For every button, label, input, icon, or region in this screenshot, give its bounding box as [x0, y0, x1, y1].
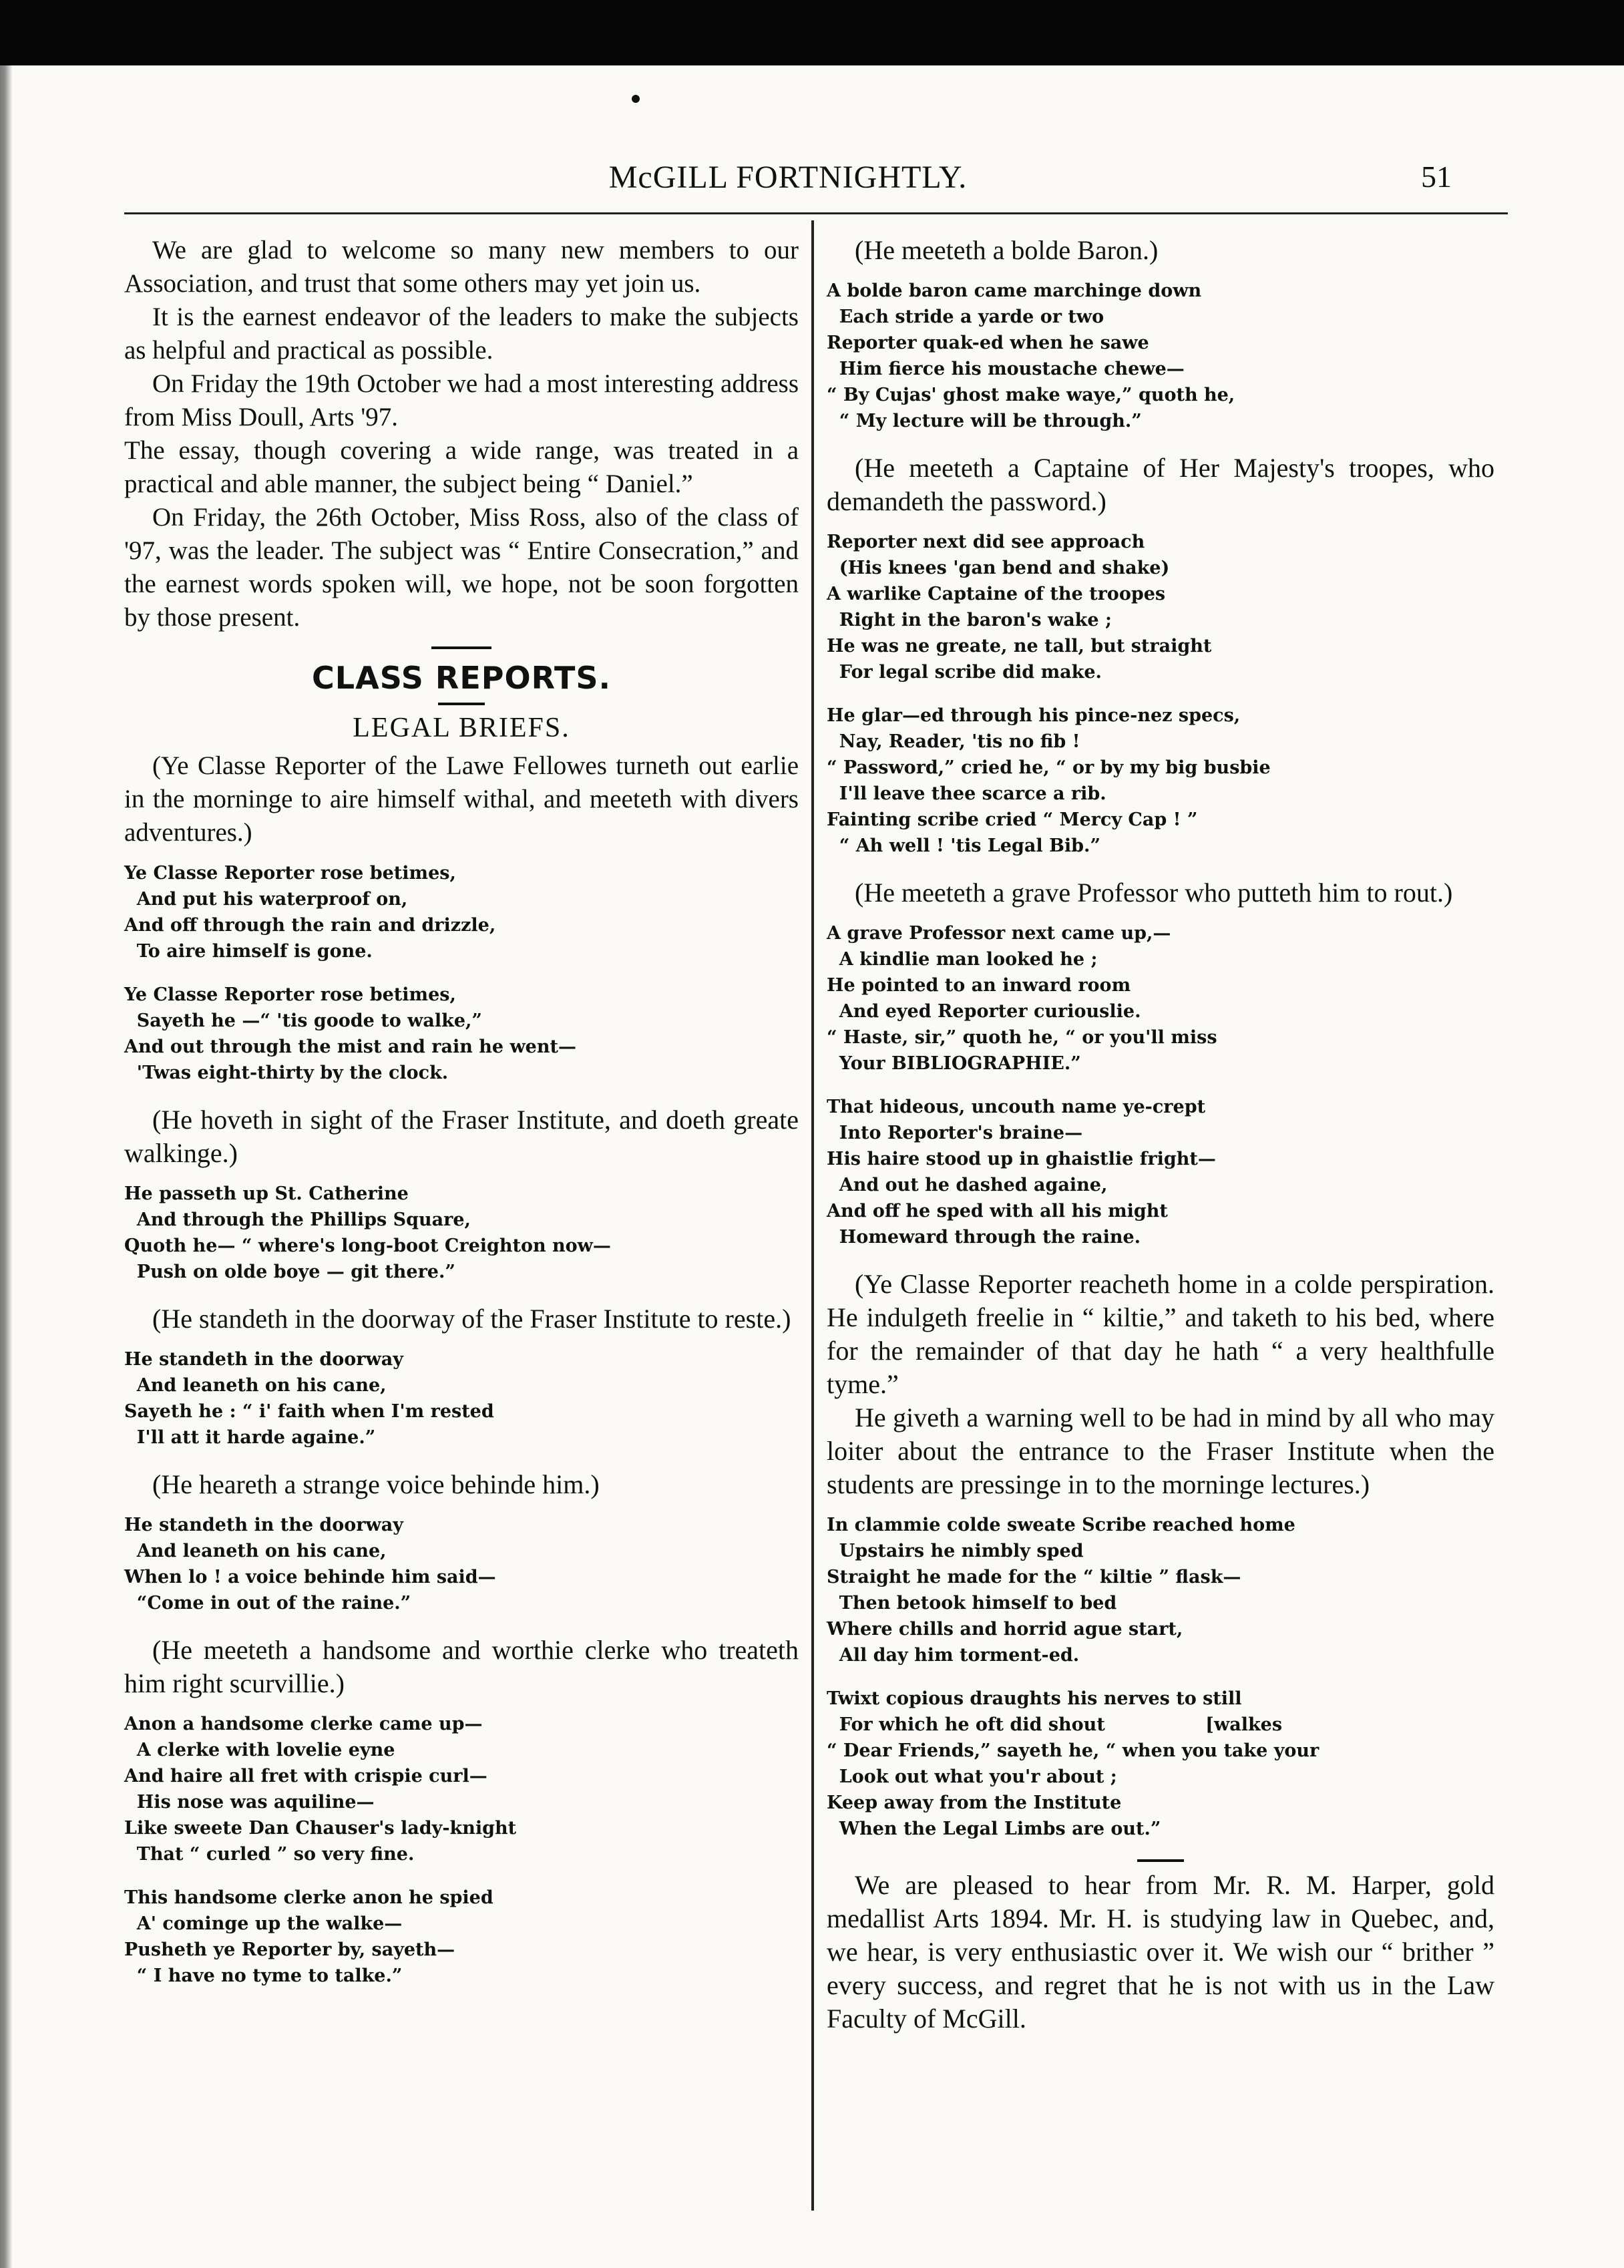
paragraph: (He heareth a strange voice behinde him.) — [152, 1469, 600, 1499]
verse-line: He was ne greate, ne tall, but straight — [827, 636, 1212, 656]
paragraph: (He meeteth a grave Professor who putteth him to rout.) — [855, 878, 1453, 908]
verse-line: And through the Phillips Square, — [124, 1209, 471, 1230]
verse-line: I'll att it harde againe.” — [124, 1427, 376, 1448]
verse-line: He pointed to an inward room — [827, 975, 1131, 996]
verse-line: And off through the rain and drizzle, — [124, 915, 496, 936]
section-rule — [1137, 1859, 1184, 1862]
verse-line: “Come in out of the raine.” — [124, 1593, 411, 1614]
verse-line: Right in the baron's wake ; — [827, 610, 1112, 630]
paragraph: It is the earnest endeavor of the leaders to make the subjects as helpful and practical as possible. — [124, 303, 799, 365]
section-rule — [438, 703, 485, 705]
intro-paragraphs — [124, 234, 799, 634]
verse-line: Reporter next did see approach — [827, 532, 1145, 552]
verse — [124, 1512, 799, 1616]
paragraph: (He meeteth a Captaine of Her Majesty's troopes, who demandeth the password.) — [827, 453, 1494, 516]
verse-line: A grave Professor next came up,— — [827, 923, 1171, 944]
paragraph: (Ye Classe Reporter of the Lawe Fellowes turneth out earlie in the morninge to aire himself withal, and meeteth with divers adventures.) — [124, 751, 799, 847]
verse-line: A warlike Captaine of the troopes — [827, 584, 1166, 604]
verse-line: “ Password,” cried he, “ or by my big busbie — [827, 757, 1271, 778]
verse-line: That hideous, uncouth name ye-crept — [827, 1097, 1206, 1117]
verse — [827, 1512, 1494, 1668]
verse-line: Anon a handsome clerke came up— — [124, 1714, 483, 1734]
verse — [827, 278, 1494, 434]
publication-title: McGILL FORTNIGHTLY. — [608, 160, 968, 195]
verse-line: A kindlie man looked he ; — [827, 949, 1098, 970]
subsection-heading: LEGAL BRIEFS. — [353, 713, 570, 743]
verse-line: In clammie colde sweate Scribe reached home — [827, 1515, 1295, 1535]
verse-line: He standeth in the doorway — [124, 1349, 403, 1370]
verse-line: Upstairs he nimbly sped — [827, 1541, 1084, 1561]
page-number: 51 — [1421, 160, 1452, 194]
verse — [827, 1094, 1494, 1250]
verse-line: I'll leave thee scarce a rib. — [827, 783, 1106, 804]
verse-line: Like sweete Dan Chauser's lady-knight — [124, 1818, 517, 1839]
verse — [124, 982, 799, 1086]
verse-line: (His knees 'gan bend and shake) — [827, 558, 1170, 578]
verse — [827, 703, 1494, 859]
paragraph: (He meeteth a handsome and worthie clerke who treateth him right scurvillie.) — [124, 1635, 799, 1698]
verse-line: And out he dashed againe, — [827, 1175, 1108, 1195]
left-scan-edge — [0, 65, 12, 2268]
section-rule — [431, 646, 491, 649]
verse-line: When the Legal Limbs are out.” — [827, 1819, 1161, 1839]
verse-line: Keep away from the Institute — [827, 1792, 1122, 1813]
paragraph: (He meeteth a bolde Baron.) — [855, 235, 1159, 265]
verse-line: This handsome clerke anon he spied — [124, 1887, 493, 1908]
verse-line: When lo ! a voice behinde him said— — [124, 1567, 496, 1587]
verse-line: His haire stood up in ghaistlie fright— — [827, 1149, 1216, 1169]
verse-line: Straight he made for the “ kiltie ” flask— — [827, 1567, 1241, 1587]
verse-line: “ Dear Friends,” sayeth he, “ when you take your — [827, 1740, 1320, 1761]
page-header — [0, 159, 1624, 206]
verse-line: A bolde baron came marchinge down — [827, 280, 1202, 301]
verse-line: And leaneth on his cane, — [124, 1541, 387, 1561]
verse-line: Into Reporter's braine— — [827, 1123, 1083, 1143]
verse-line: And off he sped with all his might — [827, 1201, 1168, 1221]
verse-line: And put his waterproof on, — [124, 889, 408, 910]
verse-line: Nay, Reader, 'tis no fib ! — [827, 731, 1080, 752]
column-divider — [811, 220, 814, 2211]
verse-line: A' cominge up the walke— — [124, 1913, 403, 1934]
paragraph: We are glad to welcome so many new members to our Association, and trust that some others may yet join us. — [124, 236, 799, 298]
verse-line: Homeward through the raine. — [827, 1227, 1141, 1248]
verse — [827, 920, 1494, 1077]
verse — [124, 1885, 799, 1989]
verse-line: Quoth he— “ where's long-boot Creighton now— — [124, 1236, 611, 1256]
verse — [124, 860, 799, 964]
verse-line: “ My lecture will be through.” — [827, 411, 1142, 431]
verse-line: Him fierce his moustache chewe— — [827, 359, 1185, 379]
verse-line: Sayeth he : “ i' faith when I'm rested — [124, 1401, 494, 1422]
top-scan-border — [0, 0, 1624, 65]
verse-line: “ Ah well ! 'tis Legal Bib.” — [827, 835, 1100, 856]
paragraph: He giveth a warning well to be had in mind by all who may loiter about the entrance to the Fraser Institute when the students are pressinge in to the morninge lectures.) — [827, 1402, 1494, 1499]
verse — [827, 1686, 1494, 1842]
verse-line: Each stride a yarde or two — [827, 307, 1104, 327]
paragraph: On Friday, the 26th October, Miss Ross, also of the class of '97, was the leader. The subject was “ Entire Consecration,” and the earnest words spoken will, we hope, not be soon forgotten by those present. — [124, 503, 799, 632]
print-mark — [632, 95, 640, 103]
verse-line: “ By Cujas' ghost make waye,” quoth he, — [827, 385, 1235, 405]
verse-line: To aire himself is gone. — [124, 941, 373, 962]
verse-line: He glar—ed through his pince-nez specs, — [827, 705, 1241, 726]
verse-line: Sayeth he —“ 'tis goode to walke,” — [124, 1010, 482, 1031]
verse-line: He passeth up St. Catherine — [124, 1183, 409, 1204]
verse-line: Your BIBLIOGRAPHIE.” — [827, 1053, 1081, 1074]
left-column — [124, 234, 799, 2006]
verse-line: For which he oft did shout [walkes — [827, 1714, 1283, 1735]
verse-line: All day him torment-ed. — [827, 1645, 1080, 1666]
verse-line: Then betook himself to bed — [827, 1593, 1117, 1614]
verse-line: Fainting scribe cried “ Mercy Cap ! ” — [827, 809, 1198, 830]
verse-line: A clerke with lovelie eyne — [124, 1740, 395, 1760]
right-column — [827, 234, 1494, 2036]
verse-line: Where chills and horrid ague start, — [827, 1619, 1183, 1640]
header-rule — [124, 212, 1508, 214]
paragraph: On Friday the 19th October we had a most interesting address from Miss Doull, Arts '97. — [124, 369, 799, 431]
verse-line: Reporter quak-ed when he sawe — [827, 333, 1149, 353]
verse-line: That “ curled ” so very fine. — [124, 1844, 415, 1865]
verse-line: His nose was aquiline— — [124, 1792, 375, 1813]
paragraph: The essay, though covering a wide range, was treated in a practical and able manner, the subject being “ Daniel.” — [124, 436, 799, 498]
paragraph: (He standeth in the doorway of the Fraser Institute to reste.) — [152, 1304, 791, 1334]
verse-line: For legal scribe did make. — [827, 662, 1102, 683]
verse-line: Look out what you'r about ; — [827, 1766, 1117, 1787]
verse-line: 'Twas eight-thirty by the clock. — [124, 1063, 449, 1083]
verse-line: And eyed Reporter curiouslie. — [827, 1001, 1141, 1022]
paragraph: (Ye Classe Reporter reacheth home in a colde perspiration. He indulgeth freelie in “ kiltie,” and taketh to his bed, where for the remainder of that day he hath “ a very healthfulle tyme.” — [827, 1269, 1494, 1399]
verse-line: Ye Classe Reporter rose betimes, — [124, 984, 456, 1005]
paragraph: (He hoveth in sight of the Fraser Institute, and doeth greate walkinge.) — [124, 1105, 799, 1168]
verse-line: “ I have no tyme to talke.” — [124, 1965, 403, 1986]
verse-line: Ye Classe Reporter rose betimes, — [124, 863, 456, 884]
verse — [124, 1711, 799, 1867]
verse-line: And leaneth on his cane, — [124, 1375, 387, 1396]
verse — [124, 1346, 799, 1451]
verse-line: Push on olde boye — git there.” — [124, 1262, 455, 1282]
verse-line: Twixt copious draughts his nerves to still — [827, 1688, 1242, 1709]
verse — [827, 529, 1494, 685]
verse-line: And out through the mist and rain he went— — [124, 1036, 576, 1057]
closing-paragraph: We are pleased to hear from Mr. R. M. Harper, gold medallist Arts 1894. Mr. H. is studying law in Quebec, and, we hear, is very enthusiastic over it. We wish our “ brither ” every success, and regret that he is not with us in the Law Faculty of McGill. — [827, 1870, 1494, 2034]
section-heading: CLASS REPORTS. — [312, 660, 611, 696]
verse — [124, 1181, 799, 1285]
verse-line: And haire all fret with crispie curl— — [124, 1766, 487, 1786]
verse-line: “ Haste, sir,” quoth he, “ or you'll miss — [827, 1027, 1217, 1048]
verse-line: Pusheth ye Reporter by, sayeth— — [124, 1939, 455, 1960]
verse-line: He standeth in the doorway — [124, 1515, 403, 1535]
